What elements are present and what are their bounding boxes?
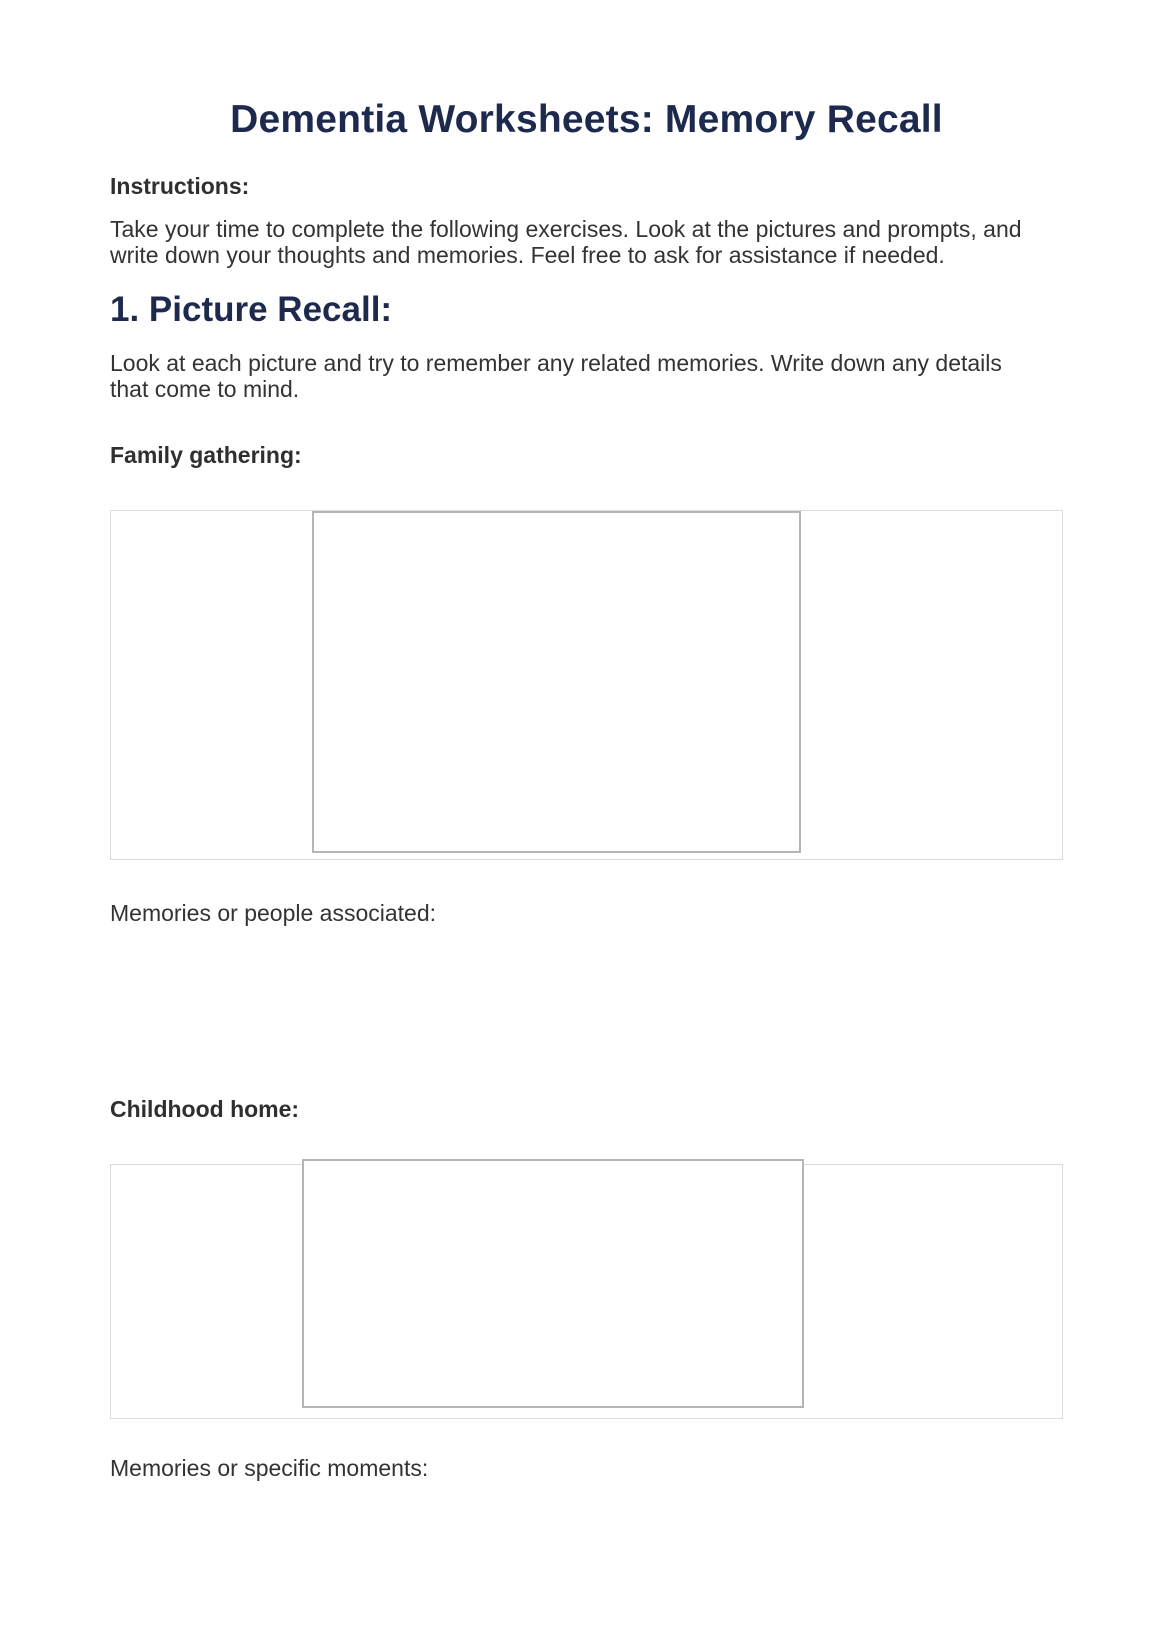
section-1-description: Look at each picture and try to remember any related memories. Write down any details that come to mind. <box>110 350 1002 402</box>
picture-frame-childhood-home <box>110 1164 1063 1419</box>
page-title: Dementia Worksheets: Memory Recall <box>230 98 943 141</box>
image-placeholder-family-gathering <box>312 511 801 853</box>
instructions-text: Take your time to complete the following exercises. Look at the pictures and prompts, and write down your thoughts and memories. Feel free to ask for assistance if needed. <box>110 216 1022 268</box>
item-label-childhood-home: Childhood home: <box>110 1096 300 1122</box>
item-label-family-gathering: Family gathering: <box>110 442 302 468</box>
answer-space-family-gathering[interactable] <box>110 927 1063 1096</box>
prompt-childhood-home: Memories or specific moments: <box>110 1455 429 1481</box>
section-1-heading: 1. Picture Recall: <box>110 290 393 329</box>
prompt-family-gathering: Memories or people associated: <box>110 900 436 926</box>
answer-space-childhood-home[interactable] <box>110 1482 1063 1630</box>
instructions-heading: Instructions: <box>110 173 250 199</box>
image-placeholder-childhood-home <box>302 1159 804 1408</box>
picture-frame-family-gathering <box>110 510 1063 860</box>
